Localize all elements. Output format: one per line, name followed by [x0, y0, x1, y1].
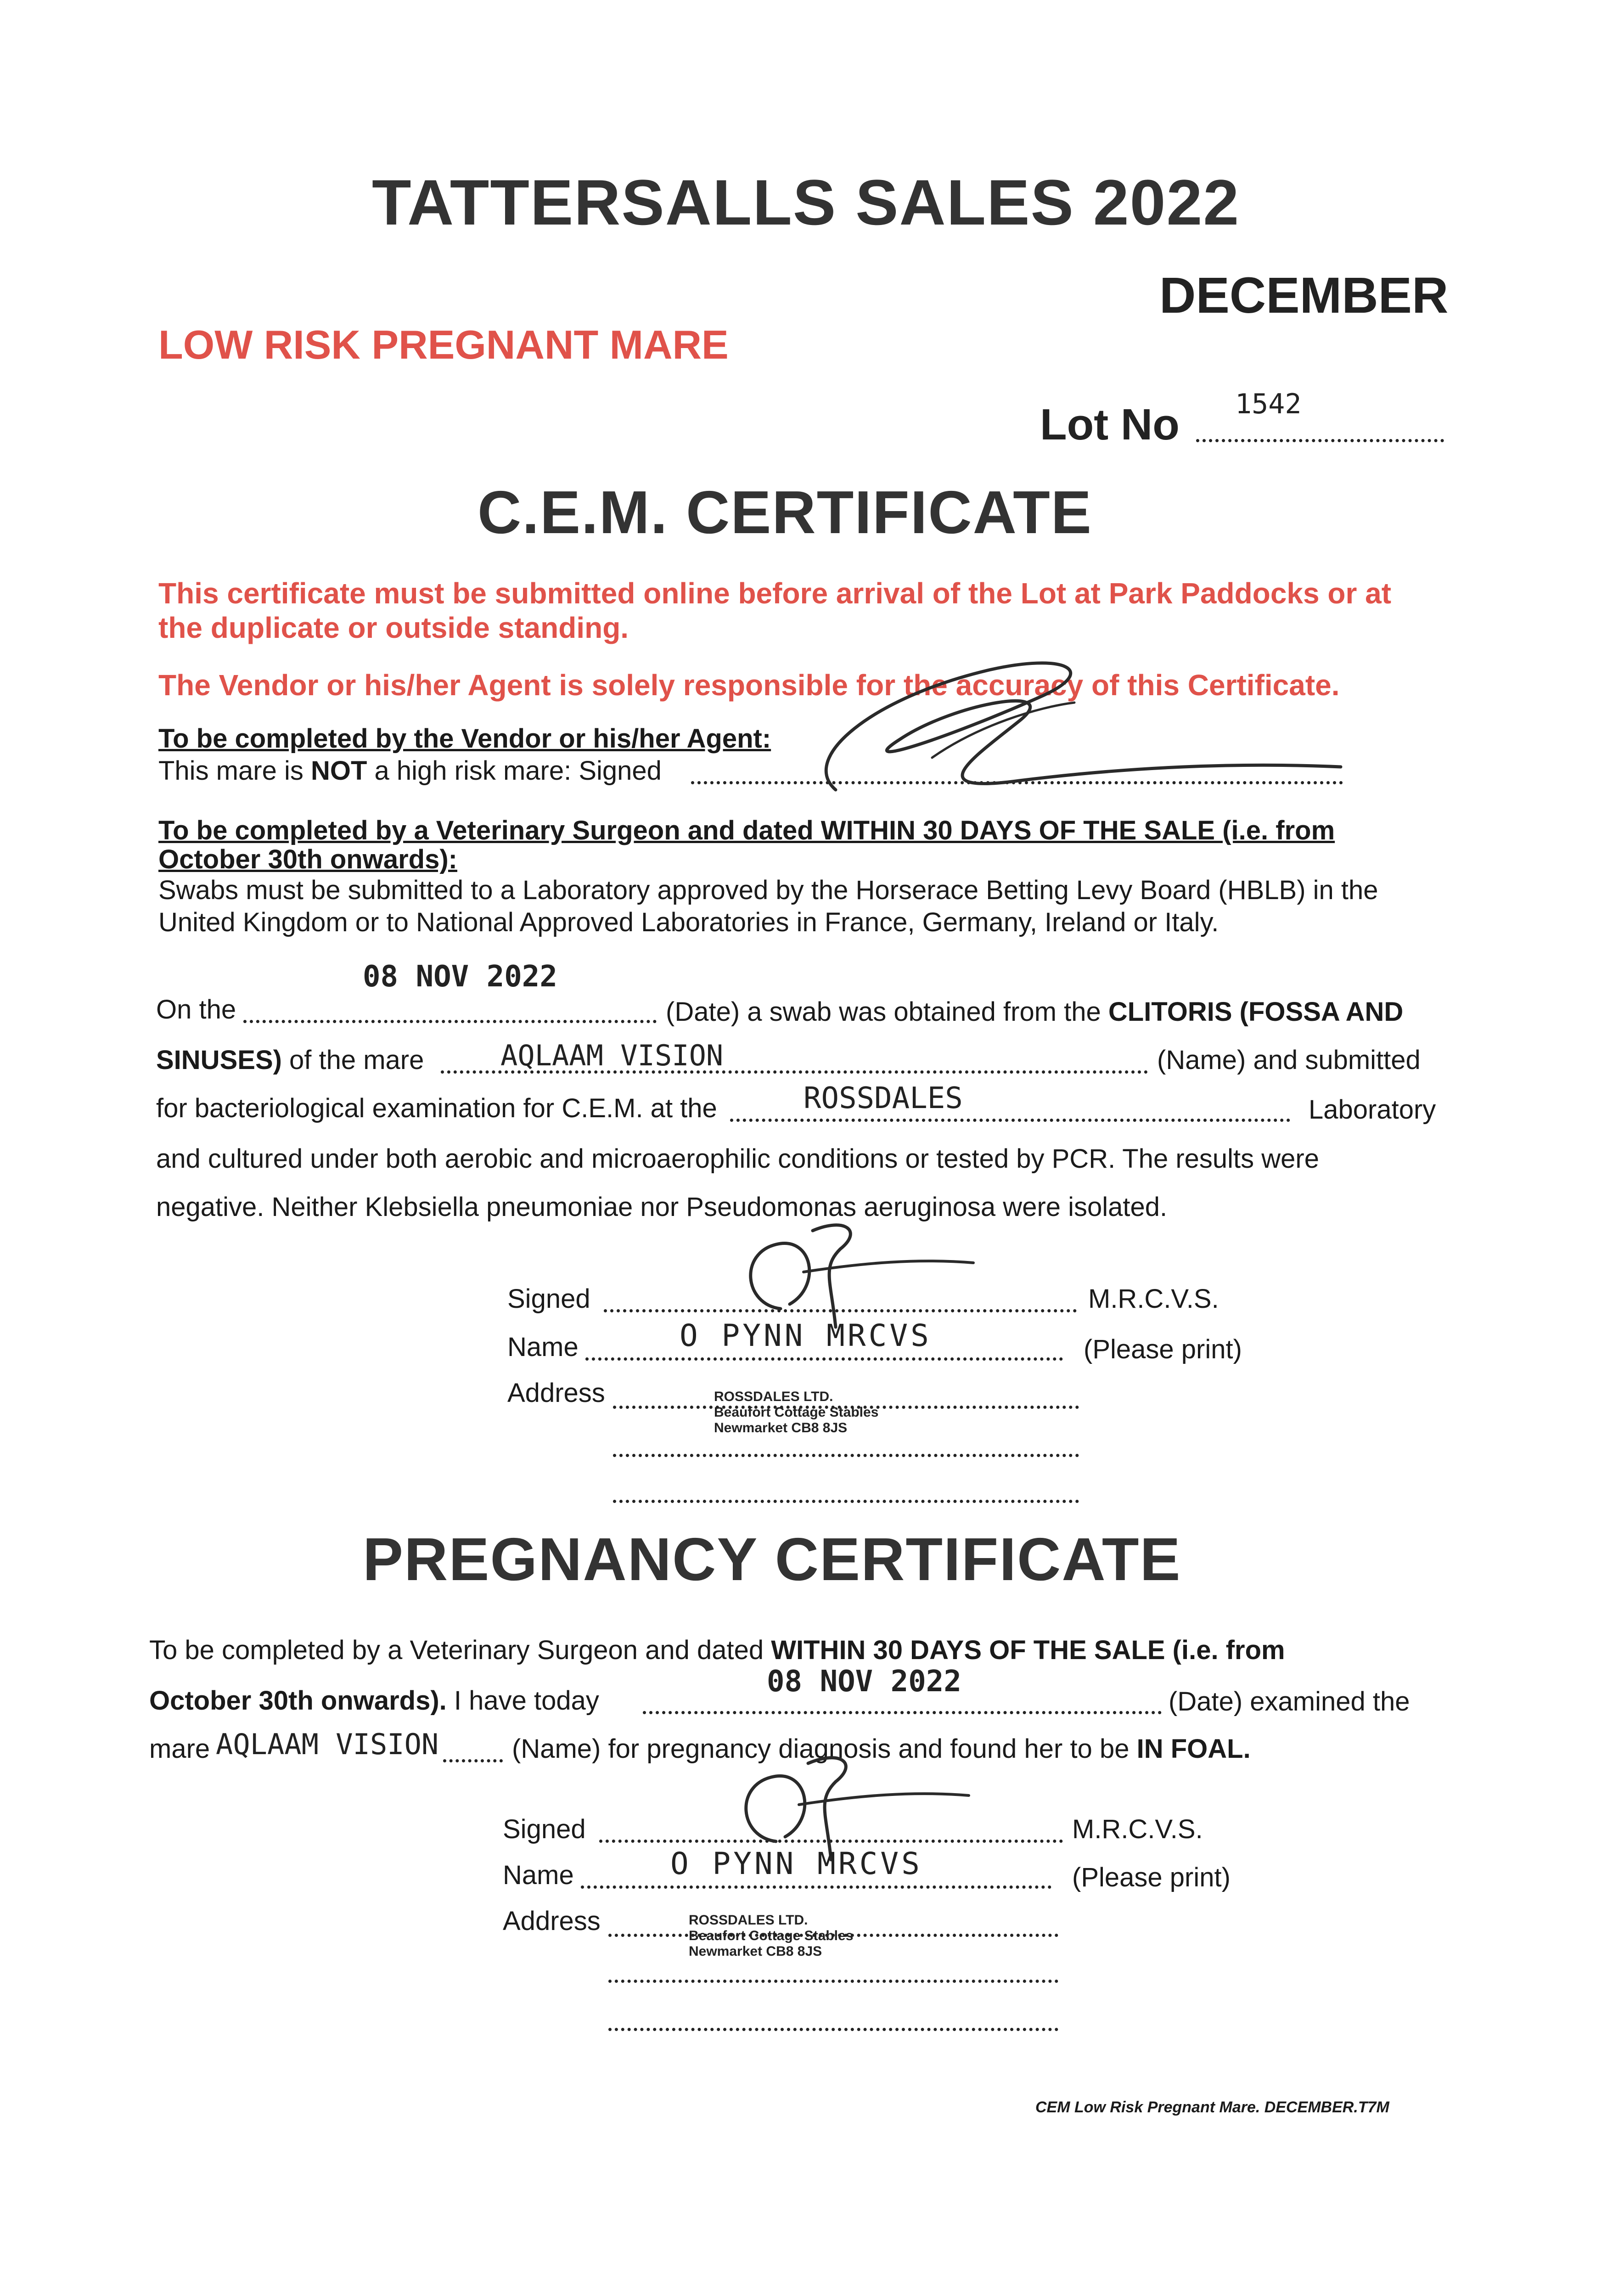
cem-name-label: Name: [507, 1332, 579, 1362]
cem-vet-signature-image: [725, 1212, 983, 1332]
vendor-notice: The Vendor or his/her Agent is solely responsible for the accuracy of this Certificate.: [158, 669, 1340, 702]
cem-mare-name: AQLAAM VISION: [500, 1039, 724, 1072]
preg-address-stamp-line: ROSSDALES LTD.: [689, 1913, 808, 1928]
category-label: LOW RISK PREGNANT MARE: [158, 322, 729, 367]
cem-signed-label: Signed: [507, 1284, 590, 1314]
cem-name-line: [585, 1357, 1063, 1361]
vendor-heading: To be completed by the Vendor or his/her Agent:: [158, 724, 771, 754]
preg-line3-prefix: mare: [149, 1734, 210, 1764]
preg-line1: [149, 1635, 1285, 1666]
cem-address-line2: [613, 1453, 1079, 1457]
date-suffix-bold: CLITORIS (FOSSA AND: [1108, 997, 1404, 1027]
vendor-statement-not: NOT: [310, 756, 367, 786]
cem-please-print: (Please print): [1084, 1334, 1242, 1364]
bact-exam-label: for bacteriological examination for C.E.M. at the: [156, 1093, 717, 1123]
cem-address-label: Address: [507, 1378, 605, 1408]
preg-address-stamp: [689, 1913, 853, 1959]
cem-notice-line1: This certificate must be submitted online before arrival of the Lot at Park Paddocks or at: [158, 577, 1392, 610]
cem-mrcvs-label: M.R.C.V.S.: [1088, 1284, 1219, 1314]
preg-date-stamp: 08 NOV 2022: [767, 1665, 961, 1699]
cem-address-stamp-line: ROSSDALES LTD.: [714, 1389, 833, 1404]
cem-address-stamp: [714, 1389, 878, 1436]
preg-address-line2: [608, 1979, 1058, 1983]
vendor-signature-image: [781, 643, 1377, 817]
preg-name-label: Name: [503, 1860, 574, 1890]
preg-vet-name: O PYNN MRCVS: [670, 1846, 922, 1881]
sale-month: DECEMBER: [1159, 267, 1449, 324]
vendor-statement: [158, 755, 662, 786]
preg-mare-name: AQLAAM VISION: [216, 1728, 439, 1761]
swab-line2: United Kingdom or to National Approved Laboratories in France, Germany, Ireland or Italy.: [158, 907, 1219, 937]
preg-date-line: [643, 1711, 1162, 1714]
vet-heading-line2: October 30th onwards):: [158, 844, 457, 874]
negative-line: negative. Neither Klebsiella pneumoniae nor Pseudomonas aeruginosa were isolated.: [156, 1192, 1168, 1222]
preg-line2-text: I have today: [454, 1686, 599, 1716]
preg-address-stamp-line: Newmarket CB8 8JS: [689, 1944, 822, 1959]
lot-label: Lot No: [1040, 400, 1180, 449]
lab-name: ROSSDALES: [804, 1081, 963, 1115]
preg-line2-suffix: (Date) examined the: [1169, 1687, 1410, 1716]
preg-mrcvs-label: M.R.C.V.S.: [1072, 1814, 1203, 1844]
cem-notice-line2: the duplicate or outside standing.: [158, 611, 629, 644]
cem-address-line3: [613, 1499, 1079, 1503]
laboratory-label: Laboratory: [1309, 1095, 1436, 1125]
swab-line1: Swabs must be submitted to a Laboratory approved by the Horserace Betting Levy Board (HBLB) in the: [158, 875, 1378, 905]
preg-mare-name-line: [443, 1759, 503, 1762]
preg-line2-bold: October 30th onwards).: [149, 1686, 447, 1716]
preg-line2: [149, 1685, 599, 1716]
preg-address-label: Address: [503, 1906, 601, 1936]
name-submitted-label: (Name) and submitted: [1157, 1045, 1421, 1075]
form-reference: CEM Low Risk Pregnant Mare. DECEMBER.T7M: [1035, 2099, 1389, 2116]
preg-line3-bold: IN FOAL.: [1136, 1734, 1251, 1764]
preg-line3-text: (Name) for pregnancy diagnosis and found her to be: [512, 1734, 1129, 1764]
page-title: TATTERSALLS SALES 2022: [372, 166, 1240, 238]
of-the-mare-label: of the mare: [289, 1045, 424, 1075]
preg-name-line: [581, 1885, 1051, 1889]
cem-vet-name: O PYNN MRCVS: [680, 1318, 932, 1353]
preg-please-print: (Please print): [1072, 1863, 1231, 1892]
cem-date-line: [243, 1019, 657, 1023]
cem-address-stamp-line: Beaufort Cottage Stables: [714, 1405, 879, 1420]
vendor-statement-prefix: This mare is: [158, 756, 311, 786]
lab-name-line: [730, 1118, 1290, 1122]
preg-line1-text: To be completed by a Veterinary Surgeon and dated: [149, 1635, 764, 1665]
preg-line1-bold: WITHIN 30 DAYS OF THE SALE (i.e. from: [771, 1635, 1285, 1665]
cem-address-stamp-line: Newmarket CB8 8JS: [714, 1420, 848, 1435]
vendor-statement-suffix: a high risk mare: Signed: [367, 756, 662, 786]
preg-address-line3: [608, 2027, 1058, 2031]
lot-number: 1542: [1235, 388, 1302, 420]
cem-title: C.E.M. CERTIFICATE: [478, 478, 1092, 546]
cem-date-stamp: 08 NOV 2022: [363, 960, 557, 994]
preg-signed-label: Signed: [503, 1814, 586, 1844]
pregnancy-title: PREGNANCY CERTIFICATE: [363, 1525, 1181, 1593]
preg-address-stamp-line: Beaufort Cottage Stables: [689, 1928, 854, 1943]
lot-number-line: [1196, 439, 1444, 442]
date-suffix: [666, 996, 1403, 1027]
vet-heading-line1: To be completed by a Veterinary Surgeon and dated WITHIN 30 DAYS OF THE SALE (i.e. from: [158, 816, 1335, 845]
cultured-line: and cultured under both aerobic and microaerophilic conditions or tested by PCR. The results were: [156, 1144, 1319, 1174]
sinuses-label: SINUSES): [156, 1045, 282, 1075]
date-suffix-text: (Date) a swab was obtained from the: [666, 997, 1101, 1027]
on-the-label: On the: [156, 995, 236, 1024]
